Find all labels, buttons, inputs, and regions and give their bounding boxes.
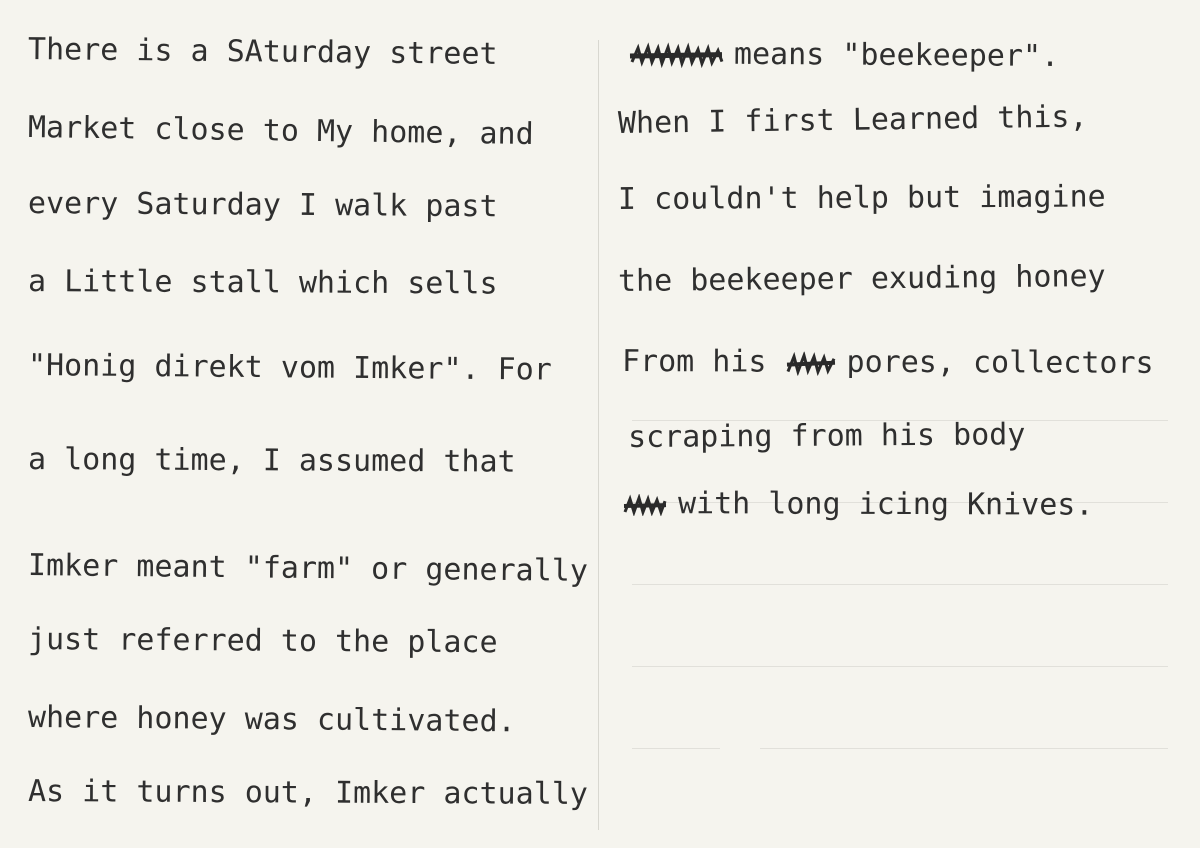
right-line-6: scraping from his body [627, 417, 1026, 455]
scribbled-out-word-icon [622, 494, 668, 516]
left-line-4: a Little stall which sells [27, 264, 498, 302]
right-line-7 [622, 484, 1094, 526]
right-line-2: When I first Learned this, [617, 99, 1088, 141]
left-line-3: every Saturday I walk past [27, 186, 498, 225]
right-line-5 [622, 342, 1154, 384]
left-line-8: just referred to the place [27, 622, 498, 661]
left-line-1: There is a SAturday street [27, 32, 498, 72]
right-line-1 [628, 34, 1059, 77]
guide-line [760, 748, 1168, 749]
right-line-1-text: means "beekeeper". [733, 36, 1060, 75]
left-line-6: a long time, I assumed that [27, 442, 516, 480]
right-line-3: I couldn't help but imagine [617, 179, 1106, 217]
scribbled-out-word-icon [785, 351, 837, 375]
left-line-5: "Honig direkt vom Imker". For [27, 348, 552, 388]
left-line-10: As it turns out, Imker actually [27, 774, 589, 812]
left-line-7: Imker meant "farm" or generally [27, 548, 589, 589]
guide-line [632, 748, 720, 749]
right-line-4: the beekeeper exuding honey [617, 258, 1106, 299]
guide-line [632, 666, 1168, 667]
scribbled-out-word-icon [628, 42, 724, 69]
left-line-9: where honey was cultivated. [27, 700, 516, 740]
guide-line [632, 584, 1168, 585]
right-line-7-text: with long icing Knives. [677, 486, 1094, 523]
right-line-5-text-after: pores, collectors [846, 344, 1154, 381]
column-divider [598, 40, 599, 830]
left-line-2: Market close to My home, and [27, 110, 534, 153]
right-line-5-text-before: From his [621, 344, 767, 380]
